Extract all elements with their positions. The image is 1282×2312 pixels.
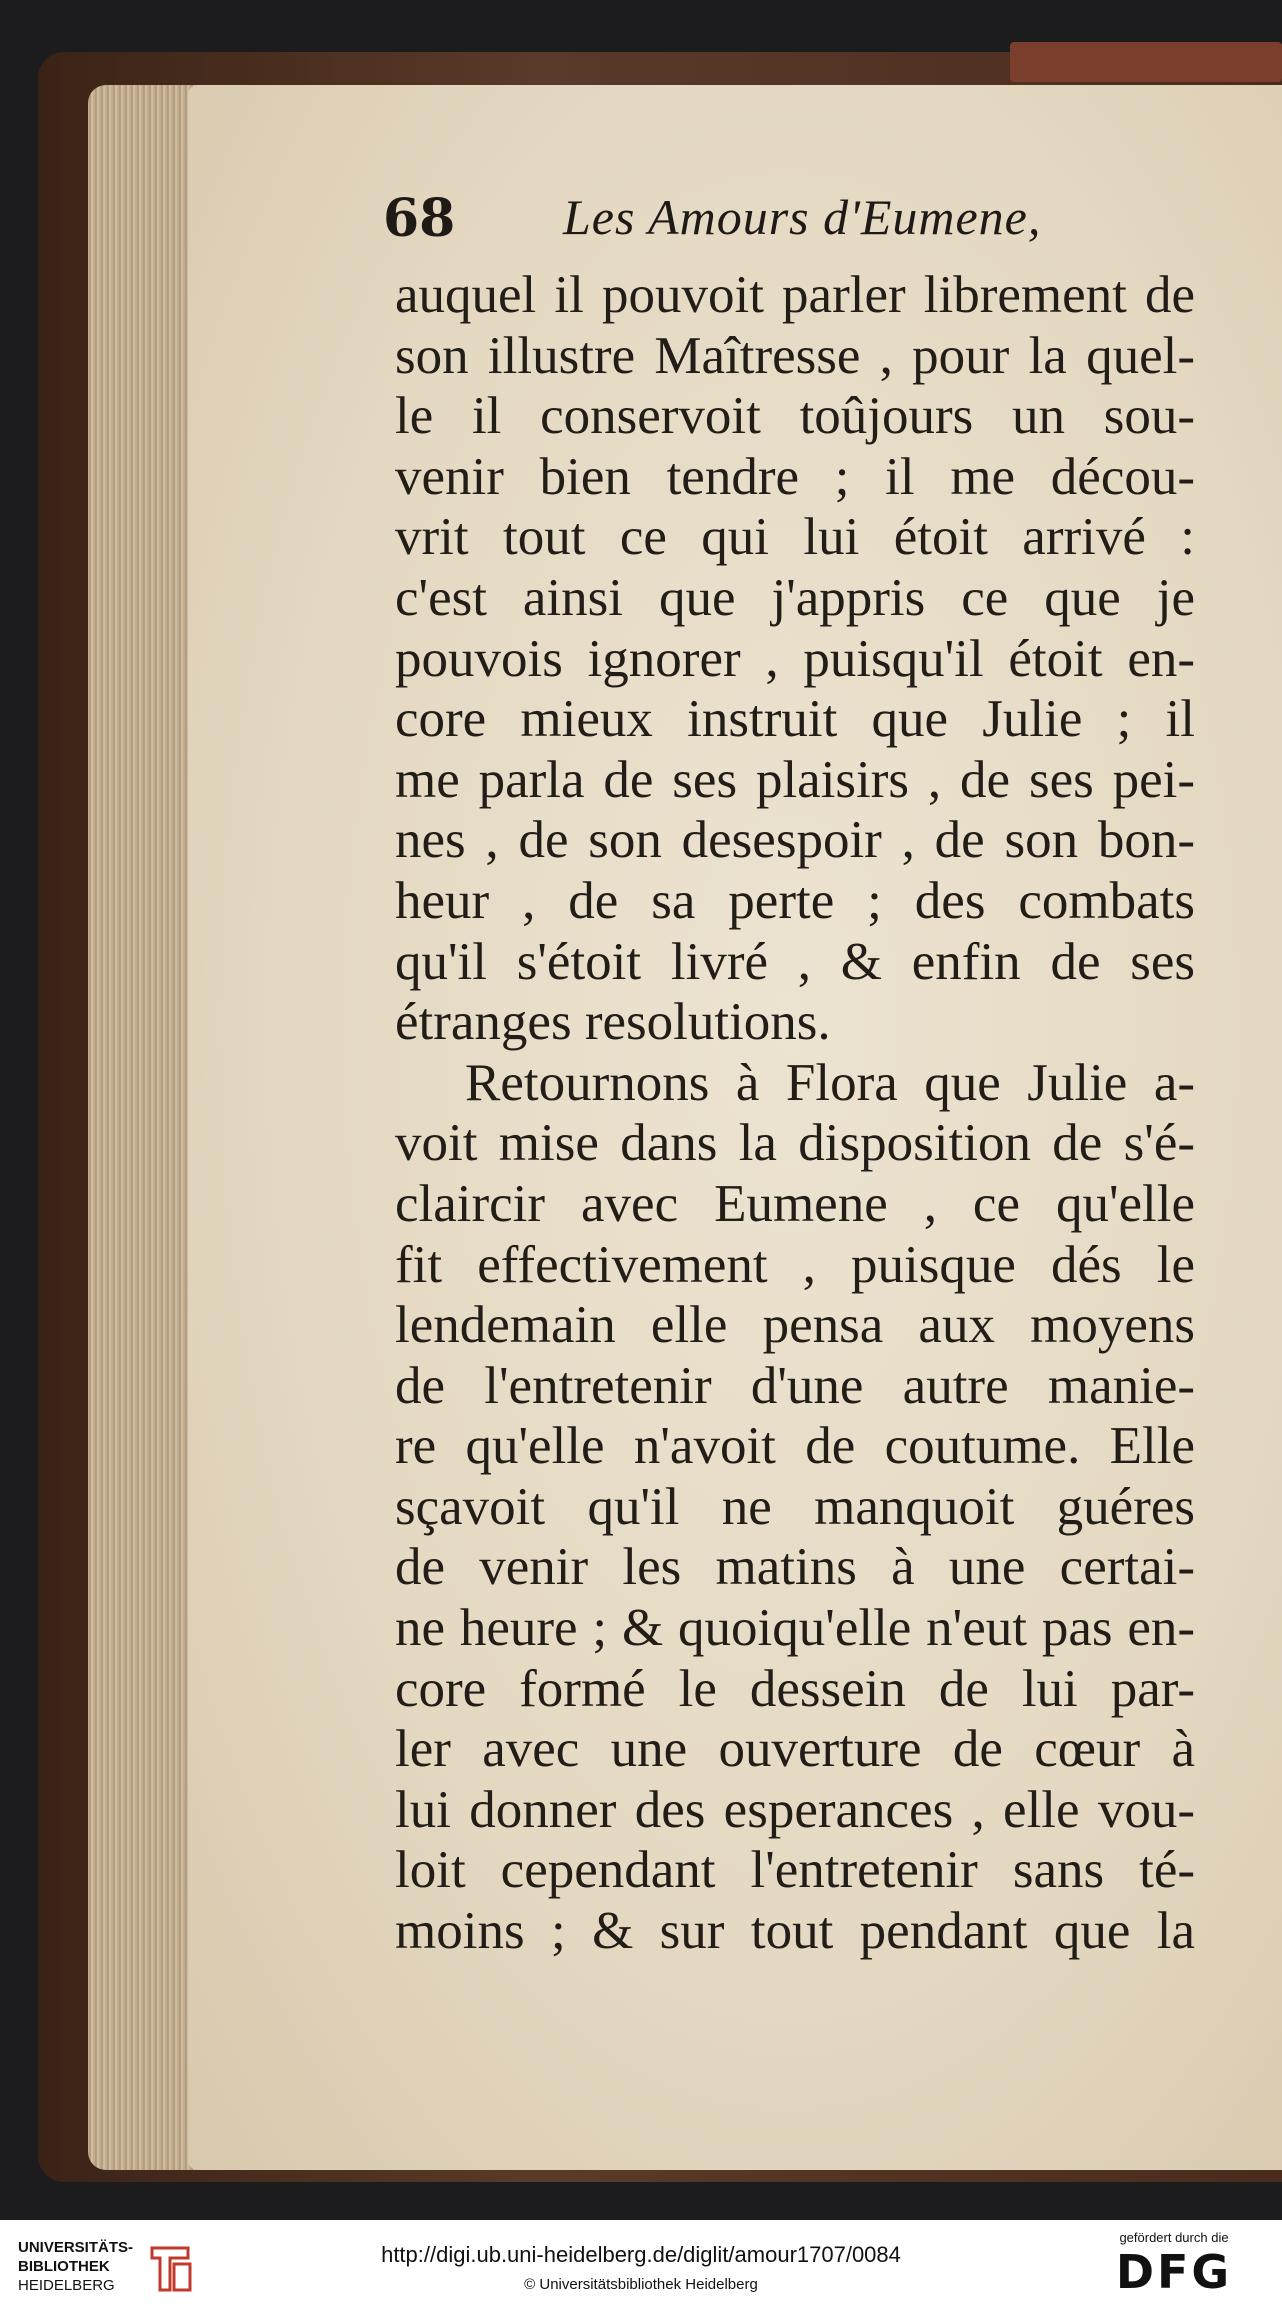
text-line: sçavoit qu'il ne manquoit guéres	[395, 1477, 1195, 1536]
dfg-wordmark: DFG	[1115, 2245, 1233, 2299]
text-line: étranges resolutions.	[395, 993, 831, 1052]
text-line: pouvois ignorer , puisqu'il étoit en-	[395, 629, 1195, 688]
running-title: Les Amours d'Eumene,	[563, 189, 1042, 245]
text-line: nes , de son desespoir , de son bon-	[395, 811, 1195, 870]
text-line: core mieux instruit que Julie ; il	[395, 690, 1195, 749]
library-name-line: BIBLIOTHEK	[18, 2258, 110, 2275]
page-header	[383, 188, 1163, 268]
copyright-notice: © Universitätsbibliothek Heidelberg	[524, 2276, 758, 2293]
text-line: lendemain elle pensa aux moyens	[395, 1296, 1195, 1355]
text-line: le il conservoit toûjours un sou-	[395, 387, 1195, 446]
permalink-url[interactable]: http://digi.ub.uni-heidelberg.de/diglit/amour1707/0084	[381, 2242, 901, 2267]
text-line: claircir avec Eumene , ce qu'elle	[395, 1174, 1195, 1233]
text-line: re qu'elle n'avoit de coutume. Elle	[395, 1417, 1195, 1476]
text-line: Retournons à Flora que Julie a-	[465, 1053, 1195, 1112]
text-line: de venir les matins à une certai-	[395, 1538, 1195, 1597]
page-number: 68	[383, 188, 456, 249]
text-line: ne heure ; & quoiqu'elle n'eut pas en-	[395, 1599, 1195, 1658]
text-line: me parla de ses plaisirs , de ses pei-	[395, 750, 1195, 809]
library-name-line: UNIVERSITÄTS-	[18, 2239, 134, 2256]
text-line: ler avec une ouverture de cœur à	[395, 1720, 1195, 1779]
text-line: core formé le dessein de lui par-	[395, 1659, 1195, 1718]
text-line: venir bien tendre ; il me décou-	[395, 447, 1195, 506]
library-name-line: HEIDELBERG	[18, 2277, 115, 2294]
cover-spine-label	[1010, 42, 1282, 82]
text-line: heur , de sa perte ; des combats	[395, 871, 1195, 930]
text-line: loit cependant l'entretenir sans té-	[395, 1841, 1195, 1900]
funder-caption: gefördert durch die	[1119, 2230, 1229, 2245]
dfg-logo[interactable]	[1094, 2230, 1254, 2306]
text-line: auquel il pouvoit parler librement de	[395, 266, 1195, 324]
text-line: vrit tout ce qui lui étoit arrivé :	[395, 508, 1195, 567]
text-line: son illustre Maîtresse , pour la quel-	[395, 326, 1195, 385]
text-line: fit effectivement , puisque dés le	[395, 1235, 1195, 1294]
text-line: moins ; & sur tout pendant que la	[395, 1902, 1195, 1961]
text-line: de l'entretenir d'une autre manie-	[395, 1356, 1195, 1415]
text-line: c'est ainsi que j'appris ce que je	[395, 568, 1195, 627]
text-line: voit mise dans la disposition de s'é-	[395, 1114, 1195, 1173]
text-line: lui donner des esperances , elle vou-	[395, 1780, 1195, 1839]
viewer-footer	[0, 2220, 1282, 2312]
text-line: qu'il s'étoit livré , & enfin de ses	[395, 932, 1195, 991]
body-text	[395, 265, 1195, 1962]
